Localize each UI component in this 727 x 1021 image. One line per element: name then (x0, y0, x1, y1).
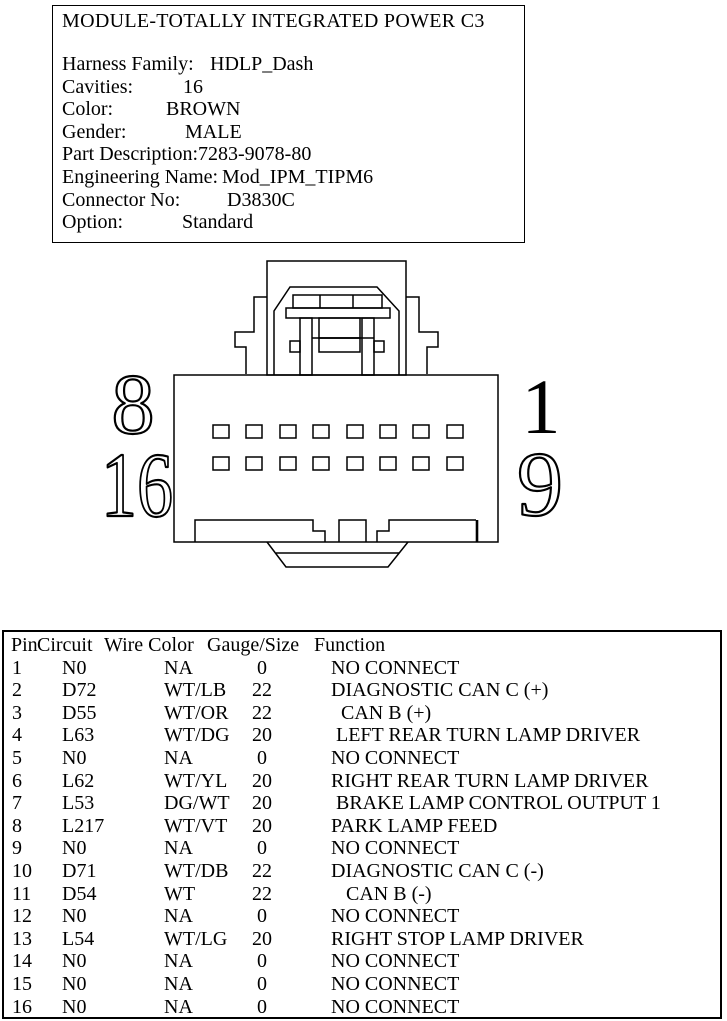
cell-pin: 3 (12, 701, 22, 724)
cell-pin: 8 (12, 814, 22, 837)
cell-gauge: 20 (252, 724, 272, 747)
column-header-wire: Wire Color (104, 634, 194, 656)
cell-function: LEFT REAR TURN LAMP DRIVER (331, 724, 641, 747)
info-field-row (62, 166, 522, 189)
cell-function: DIAGNOSTIC CAN C (-) (331, 859, 544, 882)
cell-pin: 15 (12, 972, 32, 995)
cell-pin: 16 (12, 995, 32, 1018)
column-header-function: Function (314, 634, 386, 656)
table-row (4, 657, 720, 680)
cell-function: NO CONNECT (331, 972, 460, 995)
table-row (4, 883, 720, 906)
cell-pin: 9 (12, 837, 22, 860)
field-label: Option: (62, 211, 124, 234)
cell-gauge: 20 (252, 814, 272, 837)
cell-pin: 1 (12, 656, 22, 679)
table-row (4, 792, 720, 815)
cell-circuit: N0 (62, 995, 87, 1018)
cell-function: NO CONNECT (331, 950, 460, 973)
cell-wire-color: NA (164, 950, 193, 973)
field-value: Standard (182, 211, 254, 234)
info-field-row (62, 189, 522, 212)
cell-circuit: L217 (62, 814, 105, 837)
info-field-row (62, 211, 522, 234)
cell-wire-color: NA (164, 837, 193, 860)
table-row (4, 905, 720, 928)
cell-circuit: N0 (62, 905, 87, 928)
field-value: HDLP_Dash (210, 53, 314, 75)
cell-wire-color: DG/WT (164, 792, 230, 815)
cell-wire-color: WT/OR (164, 701, 229, 724)
pin-number-bottom-left: 16 (101, 434, 173, 536)
cell-pin: 14 (12, 950, 32, 973)
table-row (4, 770, 720, 793)
cell-gauge: 0 (257, 972, 267, 995)
cell-function: NO CONNECT (331, 905, 460, 928)
field-label: Connector No: (62, 188, 181, 211)
cell-gauge: 0 (257, 995, 267, 1018)
info-field-row (62, 98, 522, 121)
table-row (4, 837, 720, 860)
cell-pin: 2 (12, 679, 22, 702)
field-value: D3830C (227, 188, 295, 211)
pin-grid (213, 425, 463, 470)
cell-circuit: D55 (62, 701, 97, 724)
cell-wire-color: WT/YL (164, 769, 228, 792)
cell-gauge: 22 (252, 859, 272, 882)
cell-wire-color: WT/DG (164, 724, 230, 747)
cell-circuit: L54 (62, 927, 95, 950)
cell-circuit: N0 (62, 746, 87, 769)
cell-circuit: N0 (62, 950, 87, 973)
cell-circuit: D71 (62, 859, 97, 882)
info-field-row (62, 121, 522, 144)
cell-circuit: D54 (62, 882, 97, 905)
table-row (4, 702, 720, 725)
connector-latch (235, 261, 438, 375)
field-label: Engineering Name: (62, 165, 219, 188)
cell-pin: 13 (12, 927, 32, 950)
cell-circuit: N0 (62, 656, 87, 679)
cell-pin: 4 (12, 724, 22, 747)
cell-wire-color: WT/VT (164, 814, 228, 837)
cell-gauge: 0 (257, 905, 267, 928)
cell-pin: 7 (12, 792, 22, 815)
pinout-table (2, 630, 722, 1019)
table-row (4, 724, 720, 747)
table-row (4, 679, 720, 702)
connector-keyway (195, 520, 477, 567)
cell-circuit: D72 (62, 679, 97, 702)
cell-circuit: L53 (62, 792, 95, 815)
column-header-pin: Pin (11, 634, 38, 656)
cell-gauge: 22 (252, 882, 272, 905)
cell-wire-color: WT/LB (164, 679, 227, 702)
cell-function: NO CONNECT (331, 837, 460, 860)
cell-pin: 6 (12, 769, 22, 792)
pin-number-labels (101, 356, 563, 536)
pin-number-bottom-right: 9 (517, 433, 563, 535)
cell-function: NO CONNECT (331, 656, 460, 679)
cell-circuit: L63 (62, 724, 95, 747)
cell-function: PARK LAMP FEED (331, 814, 498, 837)
table-row (4, 928, 720, 951)
cell-gauge: 0 (257, 746, 267, 769)
cell-function: NO CONNECT (331, 995, 460, 1018)
field-value: Mod_IPM_TIPM6 (222, 165, 374, 188)
cell-function: RIGHT STOP LAMP DRIVER (331, 927, 584, 950)
cell-wire-color: WT (164, 882, 196, 905)
cell-wire-color: WT/DB (164, 859, 229, 882)
cell-gauge: 20 (252, 792, 272, 815)
cell-gauge: 0 (257, 837, 267, 860)
cell-pin: 5 (12, 746, 22, 769)
field-label: Harness Family: (62, 53, 194, 75)
field-value: BROWN (166, 98, 241, 121)
column-header-circuit: Circuit (37, 634, 93, 656)
table-row (4, 950, 720, 973)
info-field-row (62, 76, 522, 99)
table-row (4, 860, 720, 883)
cell-function: RIGHT REAR TURN LAMP DRIVER (331, 769, 649, 792)
cell-gauge: 0 (257, 950, 267, 973)
cell-function: CAN B (-) (331, 882, 432, 905)
pin-number-top-right: 1 (521, 363, 561, 450)
connector-info-fields (62, 53, 522, 234)
cell-wire-color: WT/LG (164, 927, 228, 950)
cell-function: NO CONNECT (331, 746, 460, 769)
pin-number-top-left: 8 (111, 356, 155, 452)
cell-pin: 10 (12, 859, 32, 882)
cell-wire-color: NA (164, 746, 193, 769)
field-label: Part Description: (62, 143, 199, 166)
cell-function: DIAGNOSTIC CAN C (+) (331, 679, 549, 702)
field-label: Color: (62, 98, 114, 121)
table-header-row (4, 634, 720, 657)
cell-circuit: L62 (62, 769, 95, 792)
info-field-row (62, 53, 522, 76)
connector-info-box (52, 5, 525, 243)
field-label: Cavities: (62, 75, 134, 98)
cell-gauge: 22 (252, 679, 272, 702)
cell-gauge: 20 (252, 927, 272, 950)
cell-pin: 12 (12, 905, 32, 928)
info-field-row (62, 143, 522, 166)
cell-circuit: N0 (62, 972, 87, 995)
table-row (4, 996, 720, 1019)
field-value: MALE (185, 120, 242, 143)
connector-title: MODULE-TOTALLY INTEGRATED POWER C3 (62, 10, 485, 32)
cell-function: BRAKE LAMP CONTROL OUTPUT 1 (331, 792, 661, 815)
cell-circuit: N0 (62, 837, 87, 860)
cell-wire-color: NA (164, 905, 193, 928)
field-value: 16 (183, 75, 203, 98)
cell-gauge: 20 (252, 769, 272, 792)
table-row (4, 815, 720, 838)
table-row (4, 747, 720, 770)
table-row (4, 973, 720, 996)
cell-wire-color: NA (164, 972, 193, 995)
connector-body (174, 375, 498, 542)
pinout-table-content (4, 634, 720, 1018)
cell-gauge: 22 (252, 701, 272, 724)
cell-wire-color: NA (164, 995, 193, 1018)
cell-wire-color: NA (164, 656, 193, 679)
cell-pin: 11 (12, 882, 32, 905)
connector-diagram (0, 250, 727, 580)
cell-function: CAN B (+) (331, 701, 432, 724)
field-value: 7283-9078-80 (198, 143, 312, 166)
connector-drawing-svg (0, 250, 727, 580)
cell-gauge: 0 (257, 656, 267, 679)
field-label: Gender: (62, 120, 127, 143)
column-header-gauge: Gauge/Size (207, 634, 300, 656)
